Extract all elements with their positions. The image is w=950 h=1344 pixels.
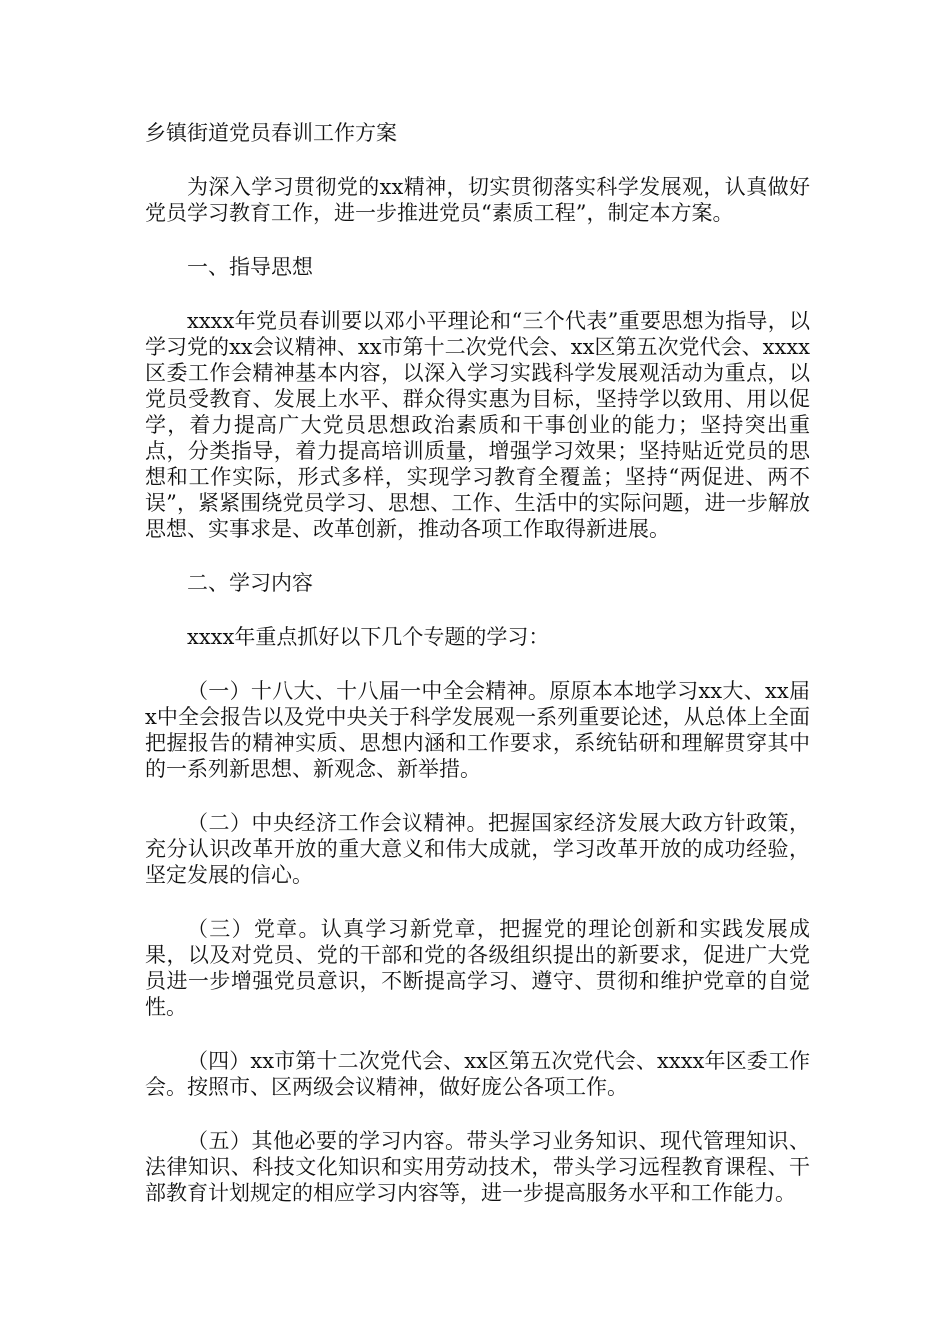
guiding-ideology-paragraph: xxxx年党员春训要以邓小平理论和“三个代表”重要思想为指导，以学习党的xx会议精神、xx市第十二次党代会、xx区第五次党代会、xxxx区委工作会精神基本内容，以深入学习实践科学发展观活动为重点，以党员受教育、发展上水平、群众得实惠为目标，坚持学以致用、用以促学，着力提高广大党员思想政治素质和干事创业的能力；坚持突出重点，分类指导，着力提高培训质量，增强学习效果；坚持贴近党员的思想和工作实际，形式多样，实现学习教育全覆盖；坚持“两促进、两不误”，紧紧围绕党员学习、思想、工作、生活中的实际问题，进一步解放思想、实事求是、改革创新，推动各项工作取得新进展。: [145, 309, 810, 541]
intro-paragraph: 为深入学习贯彻党的xx精神，切实贯彻落实科学发展观，认真做好党员学习教育工作，进一步推进党员“素质工程”，制定本方案。: [145, 175, 810, 225]
study-item-1: （一）十八大、十八届一中全会精神。原原本本地学习xx大、xx届x中全会报告以及党中央关于科学发展观一系列重要论述，从总体上全面把握报告的精神实质、思想内涵和工作要求，系统钻研和理解贯穿其中的一系列新思想、新观念、新举措。: [145, 679, 810, 781]
document-title: 乡镇街道党员春训工作方案: [145, 121, 397, 145]
study-item-2: （二）中央经济工作会议精神。把握国家经济发展大政方针政策，充分认识改革开放的重大意义和伟大成就，学习改革开放的成功经验，坚定发展的信心。: [145, 811, 810, 887]
document-page: [145, 120, 810, 1234]
study-item-5: （五）其他必要的学习内容。带头学习业务知识、现代管理知识、法律知识、科技文化知识和实用劳动技术，带头学习远程教育课程、干部教育计划规定的相应学习内容等，进一步提高服务水平和工作能力。: [145, 1129, 810, 1205]
study-item-3: （三）党章。认真学习新党章，把握党的理论创新和实践发展成果，以及对党员、党的干部和党的各级组织提出的新要求，促进广大党员进一步增强党员意识，不断提高学习、遵守、贯彻和维护党章的自觉性。: [145, 917, 810, 1019]
study-item-4: （四）xx市第十二次党代会、xx区第五次党代会、xxxx年区委工作会。按照市、区两级会议精神，做好庞公各项工作。: [145, 1049, 810, 1099]
section-heading-guiding-ideology: 一、指导思想: [187, 255, 313, 279]
section-heading-study-content: 二、学习内容: [187, 571, 313, 595]
study-content-intro: xxxx年重点抓好以下几个专题的学习：: [187, 625, 550, 649]
